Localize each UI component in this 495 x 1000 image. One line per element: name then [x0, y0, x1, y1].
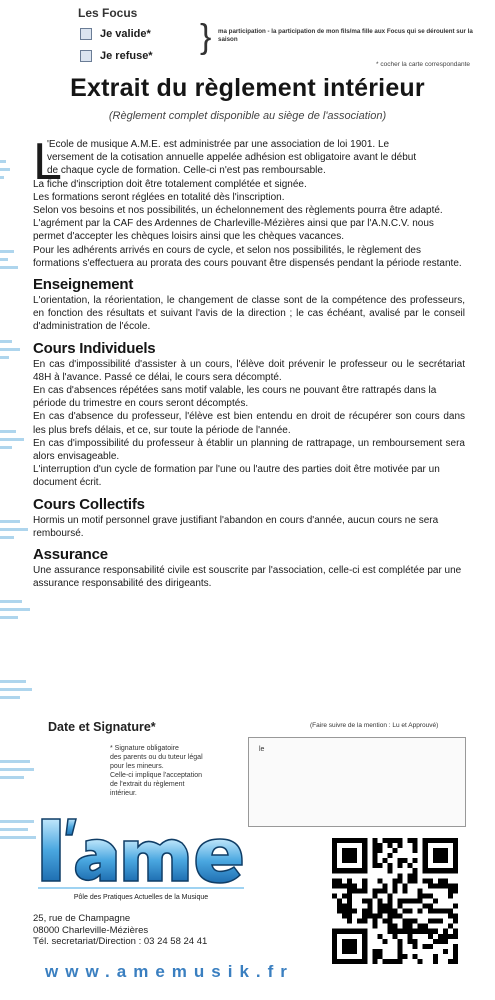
- focus-tick-note: * cocher la carte correspondante: [376, 61, 470, 68]
- address-city: 08000 Charleville-Mézières: [33, 924, 149, 936]
- focus-title: Les Focus: [78, 6, 138, 20]
- section-paragraph: En cas d'impossibilité du professeur à établir un planning de rattrapage, un remboursement sera alors envisageable.: [33, 437, 465, 463]
- ame-logo: [28, 815, 256, 915]
- signature-box-text: le: [259, 746, 265, 753]
- valid-label: Je valide*: [100, 28, 151, 40]
- section-paragraph: Une assurance responsabilité civile est souscrite par l'association, celle-ci est complétée par une assurance responsabilité des dirigeants.: [33, 565, 462, 590]
- address-block: [33, 913, 207, 948]
- section-paragraph: Hormis un motif personnel grave justifiant l'abandon en cours d'année, aucun cours ne sera remboursé.: [33, 514, 439, 539]
- address-phone: Tél. secretariat/Direction : 03 24 58 24 41: [33, 936, 208, 947]
- brace-glyph: }: [200, 18, 212, 56]
- intro-paragraph: Pour les adhérents arrivés en cours de cycle, et selon nos possibilités, le règlement des formations s'effectuera au prorata des cours pouvant être dispensés pendant la période restante.: [33, 244, 462, 269]
- signature-box[interactable]: [248, 737, 466, 827]
- signature-notes: [110, 744, 245, 798]
- intro-line: versement de la cotisation annuelle appelée adhésion est obligatoire avant le début: [47, 152, 417, 164]
- website-link[interactable]: www.amemusik.fr: [45, 962, 294, 981]
- section-paragraph: L'interruption d'un cycle de formation par l'une ou l'autre des parties doit être motivée par un document écrit.: [33, 464, 440, 489]
- page-title: Extrait du règlement intérieur: [70, 74, 425, 102]
- signature-title: Date et Signature*: [48, 720, 156, 734]
- qr-code[interactable]: [332, 838, 458, 964]
- address-street: 25, rue de Champagne: [33, 913, 131, 924]
- signature-note-line: intérieur.: [110, 790, 137, 797]
- section-title-enseignement: Enseignement: [33, 276, 134, 294]
- section-title-collectifs: Cours Collectifs: [33, 495, 145, 513]
- section-title-individuels: Cours Individuels: [33, 339, 156, 357]
- valid-checkbox[interactable]: [80, 28, 92, 40]
- refuse-label: Je refuse*: [100, 50, 153, 62]
- signature-note-line: * Signature obligatoire: [110, 745, 179, 752]
- section-title-assurance: Assurance: [33, 546, 108, 564]
- intro-line: 'Ecole de musique A.M.E. est administrée par une association de loi 1901. Le: [47, 139, 390, 150]
- focus-valid-row[interactable]: [80, 28, 151, 40]
- page-subtitle: (Règlement complet disponible au siège de l'association): [108, 110, 387, 122]
- intro-paragraph: La fiche d'inscription doit être totalement complétée et signée.: [33, 178, 307, 190]
- signature-note-line: Celle-ci implique l'acceptation: [110, 772, 202, 779]
- intro-paragraph: L'agrément par la CAF des Ardennes de Charleville-Mézières ainsi que par l'A.N.C.V. nous permet d'accepter les chèques loisirs ainsi que les chèques vacances.: [33, 218, 434, 243]
- logo-tagline: Pôle des Pratiques Actuelles de la Musique: [73, 894, 209, 901]
- rules-body: [33, 133, 465, 590]
- intro-paragraph: Selon vos besoins et nos possibilités, un échelonnement des règlements pourra être adapté.: [33, 205, 443, 217]
- intro-block: [33, 133, 465, 270]
- focus-note: ma participation - la participation de mon fils/ma fille aux Focus qui se déroulent sur la saison: [218, 28, 473, 43]
- section-paragraph: En cas d'impossibilité d'assister à un cours, l'élève doit prévenir le professeur ou le secrétariat 48H à l'avance. Passé ce délai, le cours sera décompté.: [33, 358, 465, 383]
- section-paragraph: En cas d'absence du professeur, l'élève est bien entendu en droit de récupérer son cours dans les plus brefs délais, et ce, sur toute la période de l'année.: [33, 411, 465, 436]
- signature-note-line: pour les mineurs.: [110, 763, 164, 770]
- section-paragraph: L'orientation, la réorientation, le changement de classe sont de la compétence des professeurs, en fonction des résultats et suivant l'avis de la direction ; le cas échéant, avalisé par le conseil d'administration de l'école.: [33, 295, 465, 333]
- focus-section: [78, 6, 478, 72]
- signature-note-line: de l'extrait du règlement: [110, 781, 185, 788]
- intro-paragraph: Les formations seront réglées en totalité dès l'inscription.: [33, 191, 285, 203]
- focus-refuse-row[interactable]: [80, 50, 153, 62]
- section-paragraph: En cas d'absences répétées sans motif valable, les cours ne pouvant être rattrapés dans la période du trimestre en cours seront décomptés.: [33, 385, 437, 410]
- refuse-checkbox[interactable]: [80, 50, 92, 62]
- signature-mention: (Faire suivre de la mention : Lu et Approuvé): [310, 722, 439, 729]
- intro-line: de chaque cycle de formation. Celle-ci n'est pas remboursable.: [47, 165, 326, 177]
- drop-cap: L: [33, 133, 62, 191]
- signature-note-line: des parents ou du tuteur légal: [110, 754, 203, 761]
